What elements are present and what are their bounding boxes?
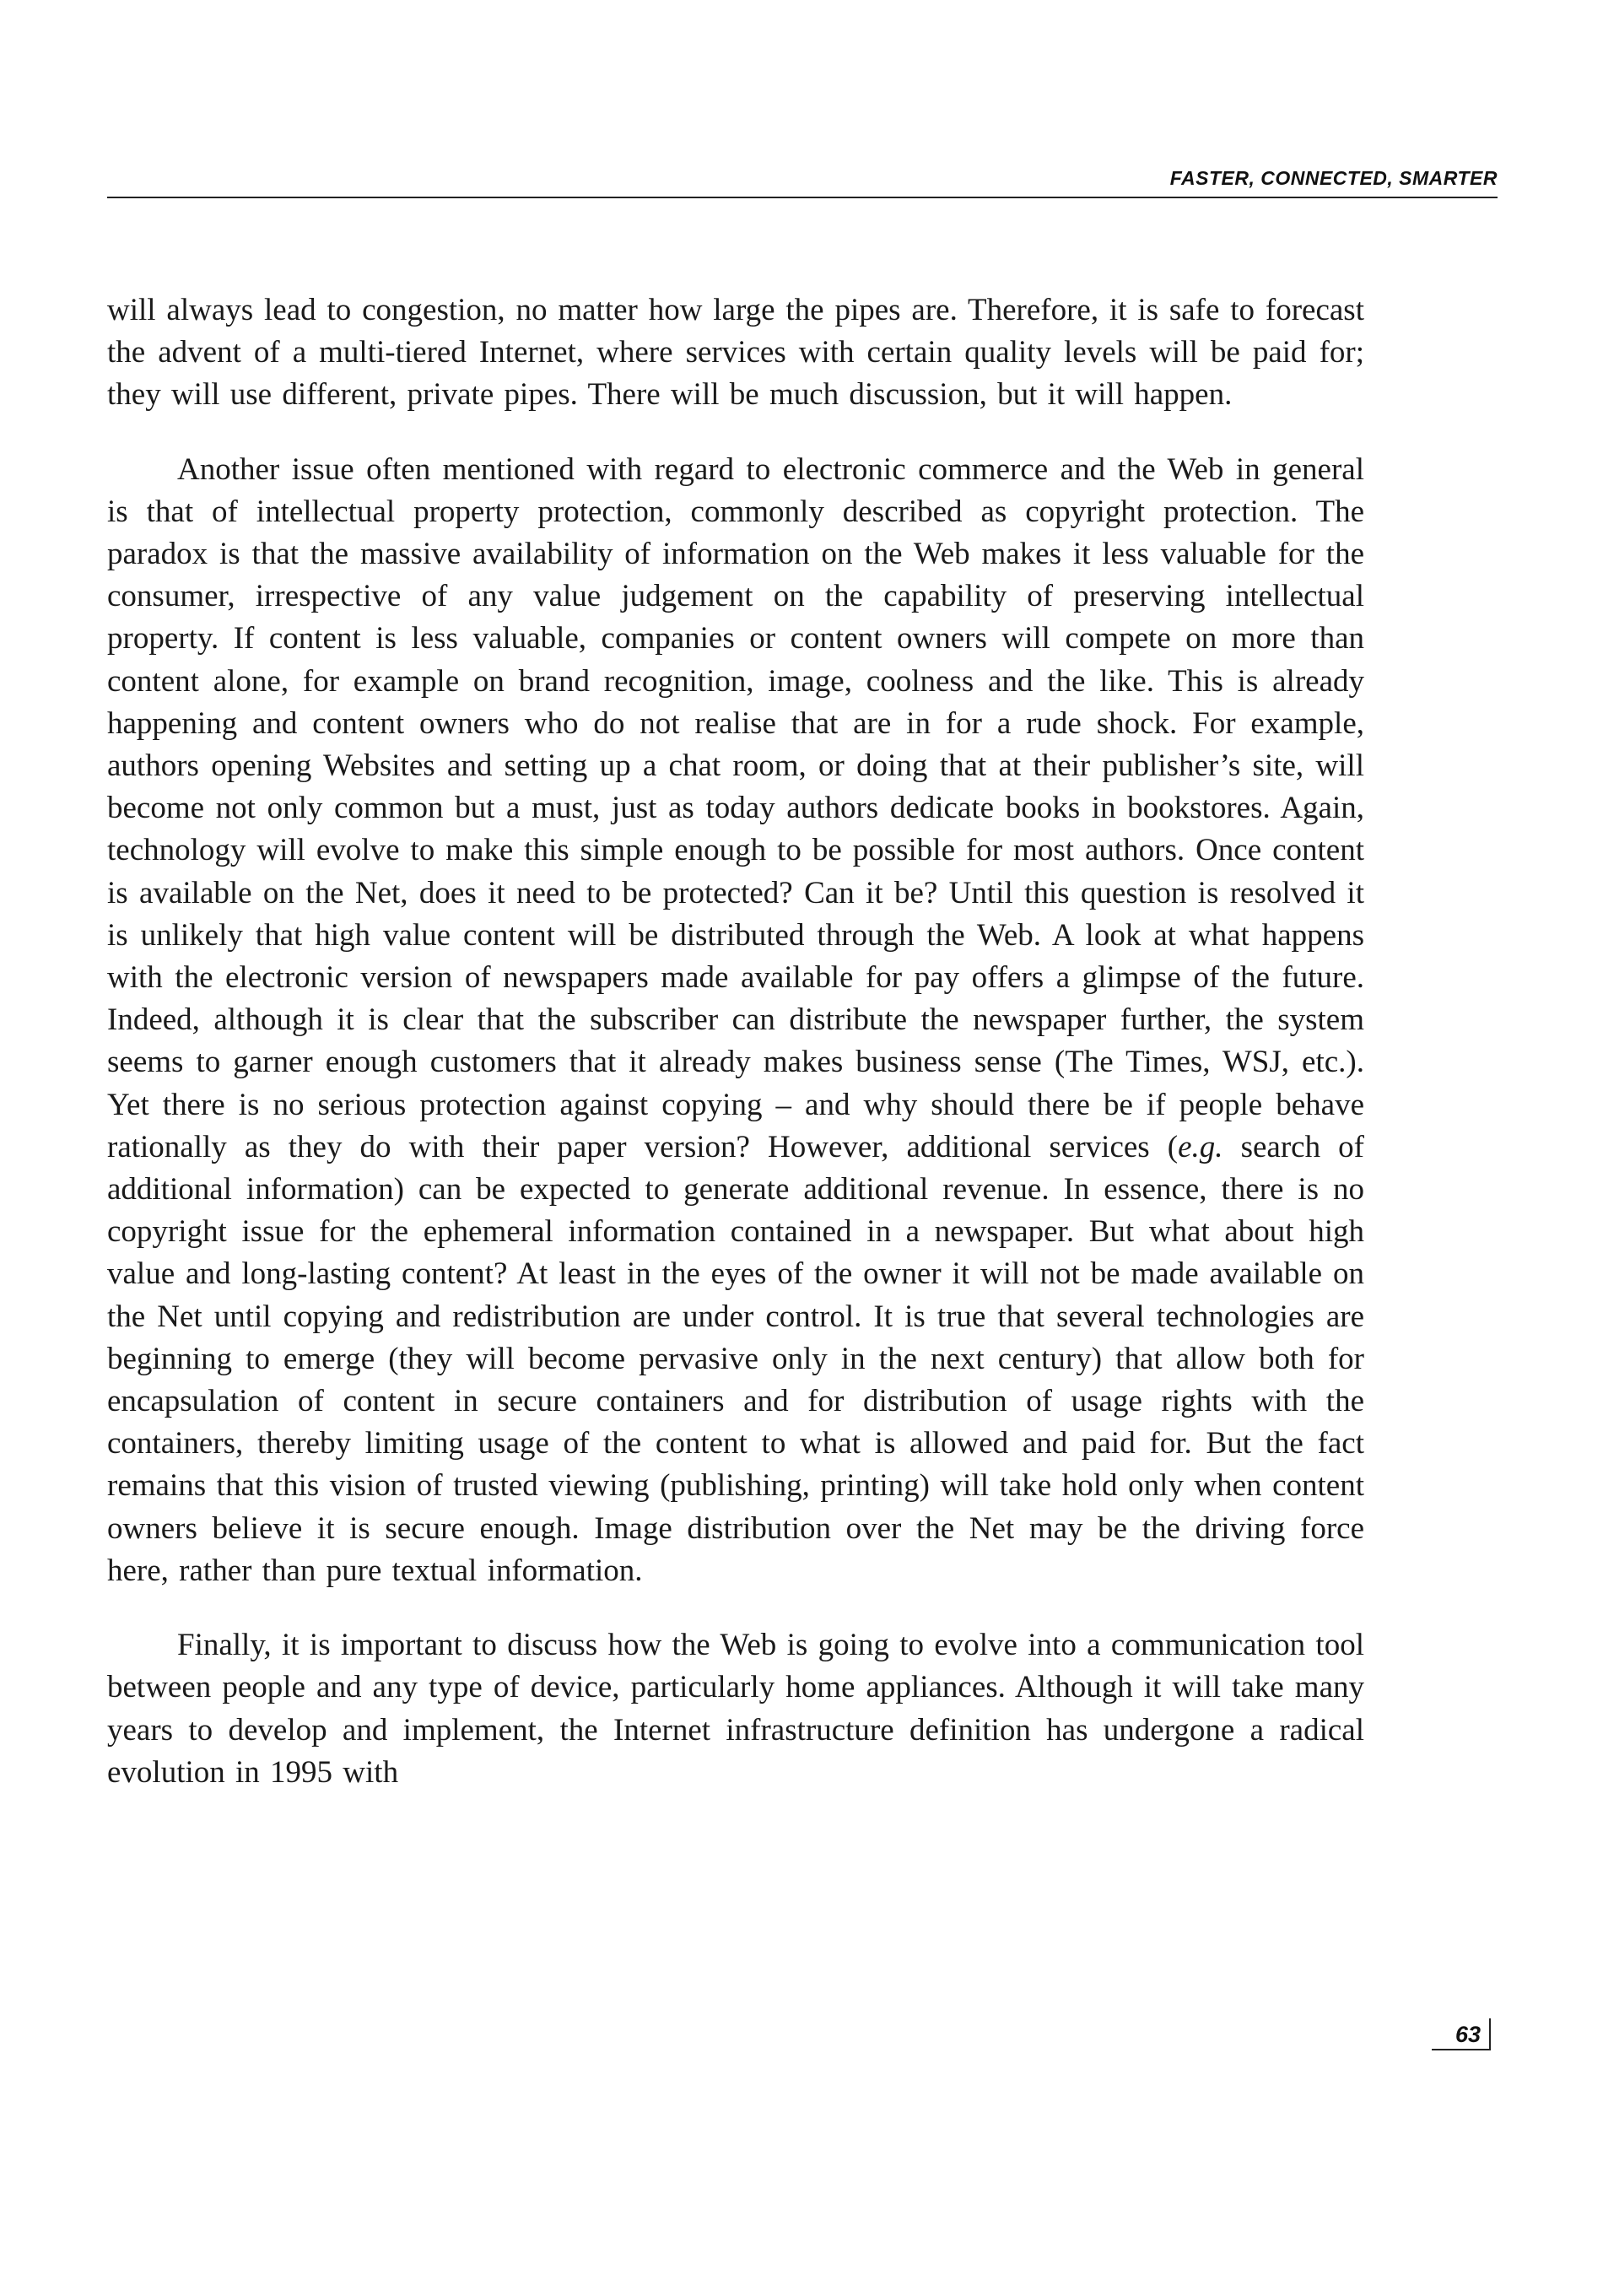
body-text [107,289,1364,1826]
paragraph-2 [107,449,1364,1592]
running-head: FASTER, CONNECTED, SMARTER [1169,167,1498,189]
page-number: 63 [1432,2018,1491,2050]
paragraph-2-eg: e.g. [1178,1129,1223,1164]
paragraph-3: Finally, it is important to discuss how the Web is going to evolve into a communication tool between people and any type of device, particularly home appliances. Although it will take many years to develop and implement, the Internet infrastructure definition has undergone a radical evolution in 1995 with [107,1628,1364,1790]
paragraph-2-part-1: Another issue often mentioned with regard to electronic commerce and the Web in general is that of intellectual property protection, commonly described as copyright protection. The paradox is that the massive availability of information on the Web makes it less valuable for the consumer, irrespective of any value judgement on the capability of preserving intellectual property. If content is less valuable, companies or content owners will compete on more than content alone, for example on brand recognition, image, coolness and the like. This is already happening and content owners who do not realise that are in for a rude shock. For example, authors opening Websites and setting up a chat room, or doing that at their publisher’s site, will become not only common but a must, just as today authors dedicate books in bookstores. Again, technology will evolve to make this simple enough to be possible for most authors. Once content is available on the Net, does it need to be protected? Can it be? Until this question is resolved it is unlikely that high value content will be distributed through the Web. A look at what happens with the electronic version of newspapers made available for pay offers a glimpse of the future. Indeed, although it is clear that the subscriber can distribute the newspaper further, the system seems to garner enough customers that it already makes business sense (The Times, WSJ, etc.). Yet there is no serious protection against copying – and why should there be if people behave rationally as they do with their paper version? However, additional services ( [107,451,1364,1164]
paragraph-2-part-2: search of additional information) can be expected to generate additional revenue. In essence, there is no copyright issue for the ephemeral information contained in a newspaper. But what about high value and long-lasting content? At least in the eyes of the owner it will not be made available on the Net until copying and redistribution are under control. It is true that several technologies are beginning to emerge (they will become pervasive only in the next century) that allow both for encapsulation of content in secure containers and for distribution of usage rights with the containers, thereby limiting usage of the content to what is allowed and paid for. But the fact remains that this vision of trusted viewing (publishing, printing) will take hold only when content owners believe it is secure enough. Image distribution over the Net may be the driving force here, rather than pure textual information. [107,1129,1364,1588]
paragraph-1: will always lead to congestion, no matter how large the pipes are. Therefore, it is safe to forecast the advent of a multi-tiered Internet, where services with certain quality levels will be paid for; they will use different, private pipes. There will be much discussion, but it will happen. [107,293,1364,413]
header-rule [107,197,1498,198]
